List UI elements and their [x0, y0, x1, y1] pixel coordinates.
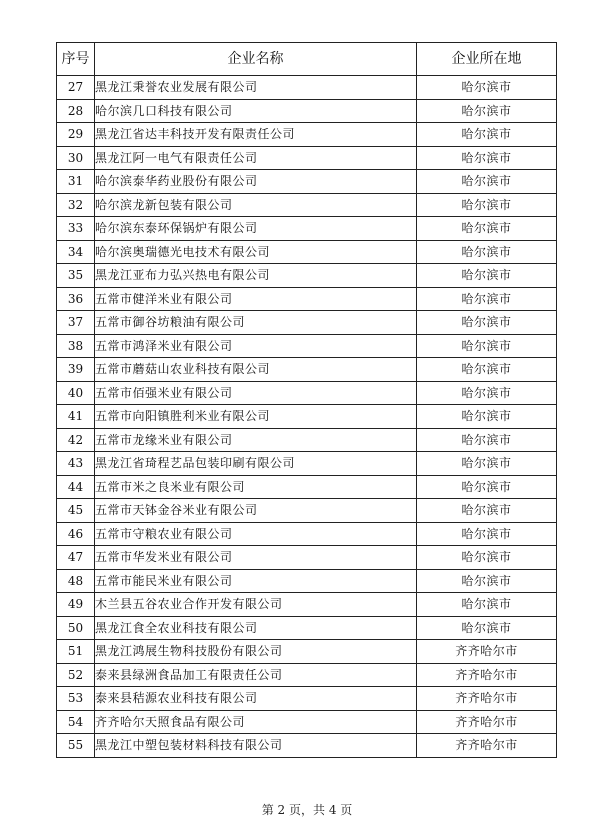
row-enterprise-name: 五常市御谷坊粮油有限公司	[95, 311, 417, 335]
table-row	[57, 99, 557, 123]
row-serial-number: 41	[57, 405, 95, 429]
enterprise-table	[56, 42, 557, 758]
row-enterprise-name: 五常市向阳镇胜利米业有限公司	[95, 405, 417, 429]
row-enterprise-name: 黑龙江省达丰科技开发有限责任公司	[95, 123, 417, 147]
table-row	[57, 499, 557, 523]
row-enterprise-name: 木兰县五谷农业合作开发有限公司	[95, 593, 417, 617]
table-row	[57, 123, 557, 147]
table-row	[57, 358, 557, 382]
table-row	[57, 381, 557, 405]
row-enterprise-location: 哈尔滨市	[417, 334, 557, 358]
row-enterprise-location: 哈尔滨市	[417, 499, 557, 523]
row-enterprise-location: 哈尔滨市	[417, 123, 557, 147]
row-enterprise-name: 五常市鸿泽米业有限公司	[95, 334, 417, 358]
row-enterprise-name: 哈尔滨泰华药业股份有限公司	[95, 170, 417, 194]
row-serial-number: 32	[57, 193, 95, 217]
row-enterprise-location: 哈尔滨市	[417, 170, 557, 194]
row-enterprise-name: 五常市米之良米业有限公司	[95, 475, 417, 499]
row-serial-number: 34	[57, 240, 95, 264]
table-row	[57, 640, 557, 664]
row-enterprise-name: 黑龙江省琦程艺品包装印刷有限公司	[95, 452, 417, 476]
row-enterprise-location: 齐齐哈尔市	[417, 687, 557, 711]
row-enterprise-location: 哈尔滨市	[417, 569, 557, 593]
row-enterprise-name: 五常市蘑菇山农业科技有限公司	[95, 358, 417, 382]
table-row	[57, 734, 557, 758]
header-enterprise-location: 企业所在地	[417, 43, 557, 76]
row-serial-number: 27	[57, 76, 95, 100]
row-enterprise-location: 哈尔滨市	[417, 452, 557, 476]
row-serial-number: 55	[57, 734, 95, 758]
header-serial-number: 序号	[57, 43, 95, 76]
row-enterprise-location: 哈尔滨市	[417, 240, 557, 264]
row-serial-number: 35	[57, 264, 95, 288]
row-serial-number: 40	[57, 381, 95, 405]
row-enterprise-name: 泰来县绿洲食品加工有限责任公司	[95, 663, 417, 687]
row-serial-number: 42	[57, 428, 95, 452]
table-body	[57, 76, 557, 758]
table-row	[57, 240, 557, 264]
table-row	[57, 311, 557, 335]
row-serial-number: 45	[57, 499, 95, 523]
row-enterprise-location: 哈尔滨市	[417, 381, 557, 405]
row-serial-number: 47	[57, 546, 95, 570]
row-serial-number: 50	[57, 616, 95, 640]
row-serial-number: 28	[57, 99, 95, 123]
row-enterprise-name: 黑龙江食全农业科技有限公司	[95, 616, 417, 640]
table-row	[57, 569, 557, 593]
table-header	[57, 43, 557, 76]
row-serial-number: 48	[57, 569, 95, 593]
row-enterprise-name: 齐齐哈尔天照食品有限公司	[95, 710, 417, 734]
table-row	[57, 475, 557, 499]
table-row	[57, 687, 557, 711]
row-enterprise-location: 哈尔滨市	[417, 76, 557, 100]
row-serial-number: 49	[57, 593, 95, 617]
row-serial-number: 51	[57, 640, 95, 664]
table-row	[57, 428, 557, 452]
page-number: 第 2 页，共 4 页	[261, 803, 353, 817]
row-enterprise-name: 五常市华发米业有限公司	[95, 546, 417, 570]
row-enterprise-location: 哈尔滨市	[417, 522, 557, 546]
row-enterprise-location: 哈尔滨市	[417, 311, 557, 335]
table-row	[57, 193, 557, 217]
row-enterprise-name: 五常市天钵金谷米业有限公司	[95, 499, 417, 523]
row-enterprise-location: 哈尔滨市	[417, 475, 557, 499]
table-row	[57, 593, 557, 617]
row-enterprise-name: 五常市龙缘米业有限公司	[95, 428, 417, 452]
row-enterprise-name: 五常市佰强米业有限公司	[95, 381, 417, 405]
row-enterprise-location: 哈尔滨市	[417, 193, 557, 217]
row-serial-number: 31	[57, 170, 95, 194]
row-enterprise-name: 哈尔滨东泰环保锅炉有限公司	[95, 217, 417, 241]
row-enterprise-location: 哈尔滨市	[417, 428, 557, 452]
row-enterprise-name: 五常市健洋米业有限公司	[95, 287, 417, 311]
row-serial-number: 39	[57, 358, 95, 382]
row-serial-number: 43	[57, 452, 95, 476]
row-enterprise-name: 五常市能民米业有限公司	[95, 569, 417, 593]
row-enterprise-location: 齐齐哈尔市	[417, 734, 557, 758]
row-enterprise-name: 哈尔滨龙新包装有限公司	[95, 193, 417, 217]
row-serial-number: 30	[57, 146, 95, 170]
table-row	[57, 76, 557, 100]
row-enterprise-name: 黑龙江阿一电气有限责任公司	[95, 146, 417, 170]
table-row	[57, 616, 557, 640]
row-enterprise-location: 哈尔滨市	[417, 546, 557, 570]
table-row	[57, 452, 557, 476]
row-serial-number: 46	[57, 522, 95, 546]
row-serial-number: 44	[57, 475, 95, 499]
row-enterprise-name: 黑龙江鸿展生物科技股份有限公司	[95, 640, 417, 664]
row-serial-number: 29	[57, 123, 95, 147]
row-enterprise-name: 黑龙江亚布力弘兴热电有限公司	[95, 264, 417, 288]
row-serial-number: 37	[57, 311, 95, 335]
table-row	[57, 217, 557, 241]
header-row	[57, 43, 557, 76]
row-serial-number: 33	[57, 217, 95, 241]
row-enterprise-name: 哈尔滨几口科技有限公司	[95, 99, 417, 123]
row-enterprise-location: 哈尔滨市	[417, 616, 557, 640]
row-enterprise-location: 哈尔滨市	[417, 287, 557, 311]
table-row	[57, 710, 557, 734]
row-enterprise-location: 哈尔滨市	[417, 99, 557, 123]
table-row	[57, 546, 557, 570]
table-row	[57, 264, 557, 288]
row-enterprise-name: 五常市守粮农业有限公司	[95, 522, 417, 546]
row-enterprise-location: 齐齐哈尔市	[417, 663, 557, 687]
row-serial-number: 52	[57, 663, 95, 687]
row-enterprise-name: 黑龙江秉誉农业发展有限公司	[95, 76, 417, 100]
row-enterprise-location: 哈尔滨市	[417, 358, 557, 382]
row-serial-number: 53	[57, 687, 95, 711]
row-enterprise-location: 齐齐哈尔市	[417, 710, 557, 734]
row-serial-number: 54	[57, 710, 95, 734]
row-serial-number: 38	[57, 334, 95, 358]
row-enterprise-name: 泰来县秸源农业科技有限公司	[95, 687, 417, 711]
row-enterprise-location: 哈尔滨市	[417, 146, 557, 170]
row-enterprise-name: 黑龙江中塑包装材料科技有限公司	[95, 734, 417, 758]
row-enterprise-location: 哈尔滨市	[417, 217, 557, 241]
row-enterprise-location: 哈尔滨市	[417, 264, 557, 288]
row-enterprise-location: 哈尔滨市	[417, 593, 557, 617]
header-enterprise-name: 企业名称	[95, 43, 417, 76]
table-row	[57, 663, 557, 687]
table-row	[57, 405, 557, 429]
table-row	[57, 287, 557, 311]
row-serial-number: 36	[57, 287, 95, 311]
table-row	[57, 522, 557, 546]
row-enterprise-location: 齐齐哈尔市	[417, 640, 557, 664]
table-row	[57, 170, 557, 194]
table-row	[57, 146, 557, 170]
row-enterprise-location: 哈尔滨市	[417, 405, 557, 429]
table-row	[57, 334, 557, 358]
row-enterprise-name: 哈尔滨奥瑞德光电技术有限公司	[95, 240, 417, 264]
